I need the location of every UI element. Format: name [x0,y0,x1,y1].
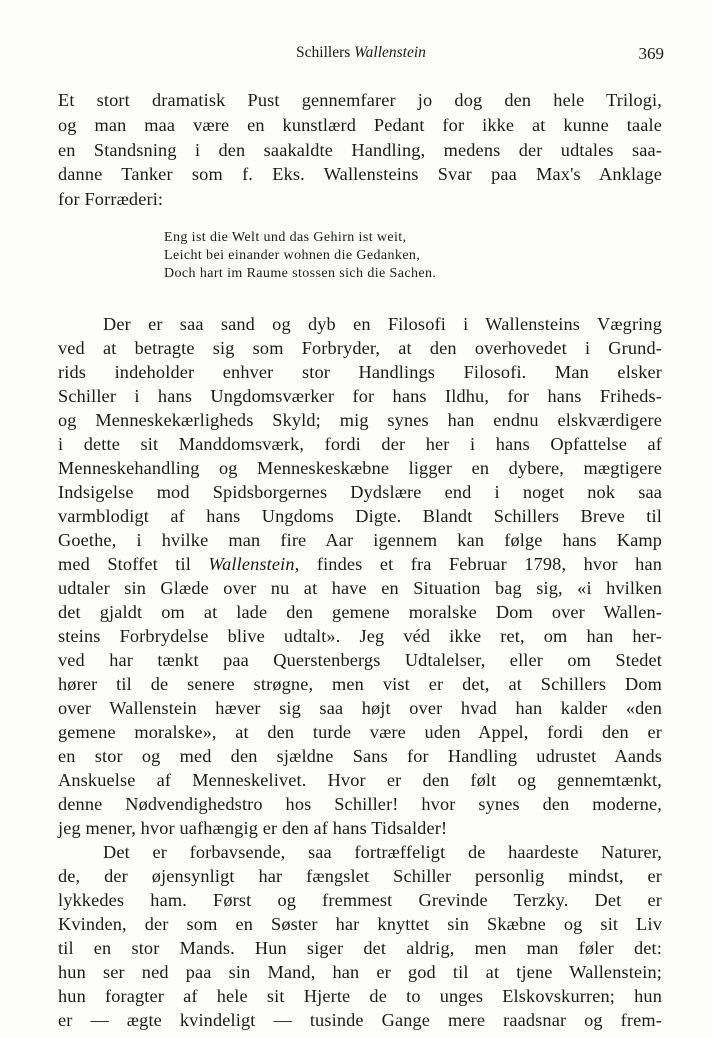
paragraph-2-line: over Wallenstein hæver sig saa højt over hvad han kalder «den [58,698,662,718]
paragraph-2-line: hører til de senere strøgne, men vist er det, at Schillers Dom [58,674,662,694]
paragraph-2-line: gemene moralske», at den turde være uden Appel, fordi den er [58,722,662,742]
header-title [58,44,664,62]
paragraph-3-line: hun foragter af hele sit Hjerte de to unges Elskovskurren; hun [58,986,662,1006]
paragraph-1-line: og man maa være en kunstlærd Pedant for ikke at kunne taale [58,115,662,135]
paragraph-1-line: en Standsning i den saakaldte Handling, medens der udtales saa- [58,140,662,160]
paragraph-2-line: Indsigelse mod Spidsborgernes Dydslære end i noget nok saa [58,482,662,502]
paragraph-2-line: det gjaldt om at lade den gemene moralske Dom over Wallen- [58,602,662,622]
header-title-prefix: Schillers [296,44,351,61]
text-run: med Stoffet til [58,554,209,574]
paragraph-3-line: til en stor Mands. Hun siger det aldrig, men man føler det: [58,938,662,958]
paragraph-3-line: Kvinden, der som en Søster har knyttet sin Skæbne og sit Liv [58,914,662,934]
text-run: findes et fra Februar 1798, hvor han [299,554,662,574]
paragraph-1-line: for Forræderi: [58,189,164,209]
paragraph-2-line: Menneskehandling og Menneskeskæbne ligger en dybere, mægtigere [58,458,662,478]
paragraph-2-line: Anskuelse af Menneskelivet. Hvor er den følt og gennemtænkt, [58,770,662,790]
paragraph-2-line: ved at betragte sig som Forbryder, at den overhovedet i Grund- [58,338,662,358]
paragraph-3-line: hun ser ned paa sin Mand, han er god til at tjene Wallenstein; [58,962,662,982]
paragraph-2-line: varmblodigt af hans Ungdoms Digte. Blandt Schillers Breve til [58,506,662,526]
paragraph-1-line: danne Tanker som f. Eks. Wallensteins Svar paa Max's Anklage [58,164,662,184]
paragraph-2-line: ved har tænkt paa Querstenbergs Udtalelser, eller om Stedet [58,650,662,670]
paragraph-2-line: Der er saa sand og dyb en Filosofi i Wallensteins Vægring [103,314,662,334]
header-title-work: Wallenstein [354,44,426,61]
paragraph-2-line: rids indeholder enhver stor Handlings Filosofi. Man elsker [58,362,662,382]
verse-line: Leicht bei einander wohnen die Gedanken, [164,248,421,263]
paragraph-1-line: Et stort dramatisk Pust gennemfarer jo dog den hele Trilogi, [58,90,662,110]
page-number: 369 [638,44,664,63]
paragraph-2-line: i dette sit Manddomsværk, fordi der her i hans Opfattelse af [58,434,662,454]
paragraph-2-line-with-title [58,552,662,576]
paragraph-2-line: og Menneskekærligheds Skyld; mig synes han endnu elskværdigere [58,410,662,430]
paragraph-3-line: lykkedes ham. Først og fremmest Grevinde Terzky. Det er [58,890,662,910]
paragraph-2-line: denne Nødvendighedstro hos Schiller! hvor synes den moderne, [58,794,662,814]
paragraph-2-line: Schiller i hans Ungdomsværker for hans Ildhu, for hans Friheds- [58,386,662,406]
paragraph-2-line: Goethe, i hvilke man fire Aar igennem kan følge hans Kamp [58,530,662,550]
paragraph-2-line: udtaler sin Glæde over nu at have en Situation bag sig, «i hvilken [58,578,662,598]
paragraph-2-line: steins Forbrydelse blive udtalt». Jeg véd ikke ret, om han her- [58,626,662,646]
paragraph-2-line: en stor og med den sjældne Sans for Handling udrustet Aands [58,746,662,766]
running-header [58,44,664,68]
work-title: Wallenstein, [208,554,300,574]
paragraph-3-line: Det er forbavsende, saa fortræffeligt de haardeste Naturer, [103,842,662,862]
paragraph-2-line: jeg mener, hvor uafhængig er den af hans Tidsalder! [58,818,448,838]
paragraph-3-line: de, der øjensynligt har fængslet Schiller personlig mindst, er [58,866,662,886]
verse-line: Eng ist die Welt und das Gehirn ist weit, [164,230,407,245]
paragraph-3-line: er — ægte kvindeligt — tusinde Gange mere raadsnar og frem- [58,1010,662,1030]
verse-line: Doch hart im Raume stossen sich die Sachen. [164,266,437,281]
